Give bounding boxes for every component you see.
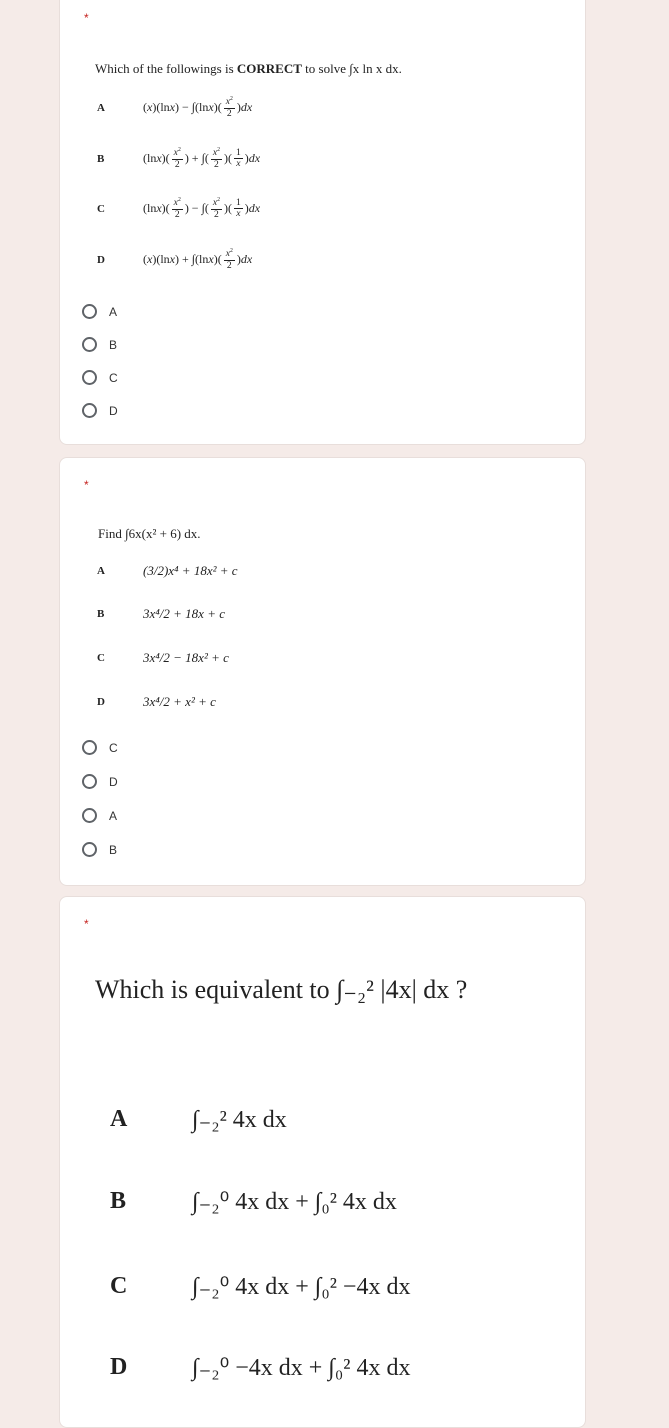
option-b-expression: B ∫₋₂⁰ 4x dx + ∫₀² 4x dx — [110, 1188, 397, 1215]
option-b-expression: B 3x⁴/2 + 18x + c — [97, 606, 225, 621]
required-marker: * — [84, 478, 89, 492]
required-marker: * — [84, 917, 89, 931]
radio-option-d[interactable]: D — [82, 774, 118, 789]
option-c-expression: C (ln x )( $\frac{x^2}{2}$ ) − ∫( $\frac{x^2}{2}$ )( $\frac{1}{x}$ ) dx — [97, 196, 261, 220]
option-d-expression: D ∫₋₂⁰ −4x dx + ∫₀² 4x dx — [110, 1354, 411, 1381]
option-a-expression: A ( x )(ln x ) − ∫(ln x )( $\frac{x^2}{2}$ ) dx — [97, 96, 253, 119]
radio-option-a[interactable]: A — [82, 304, 117, 319]
question-prompt: Which of the followings is CORRECT to solve ∫x ln x dx. — [95, 61, 402, 76]
question-prompt: Which is equivalent to ∫₋₂² |4x| dx ? — [95, 975, 468, 1004]
option-c-expression: C 3x⁴/2 − 18x² + c — [97, 650, 229, 665]
option-d-expression: D ( x )(ln x ) + ∫(ln x )( $\frac{x^2}{2}$ ) dx — [97, 248, 253, 271]
option-d-expression: D 3x⁴/2 + x² + c — [97, 694, 216, 709]
question-card-2 — [59, 457, 586, 886]
radio-option-d[interactable]: D — [82, 403, 118, 418]
option-a-expression: A (3/2)x⁴ + 18x² + c — [97, 563, 238, 578]
option-a-expression: A ∫₋₂² 4x dx — [110, 1106, 287, 1133]
option-b-expression: B (ln x )( $\frac{x^2}{2}$ ) + ∫( $\frac{x^2}{2}$ )( $\frac{1}{x}$ ) dx — [97, 146, 261, 170]
required-marker: * — [84, 11, 89, 25]
radio-option-b[interactable]: B — [82, 337, 117, 352]
radio-option-a[interactable]: A — [82, 808, 117, 823]
question-prompt: Find ∫6x(x² + 6) dx. — [98, 526, 201, 541]
question-card-1 — [59, 0, 586, 445]
option-c-expression: C ∫₋₂⁰ 4x dx + ∫₀² −4x dx — [110, 1273, 411, 1300]
question-card-3 — [59, 896, 586, 1428]
radio-option-b[interactable]: B — [82, 842, 117, 857]
radio-option-c[interactable]: C — [82, 740, 118, 755]
radio-option-c[interactable]: C — [82, 370, 118, 385]
